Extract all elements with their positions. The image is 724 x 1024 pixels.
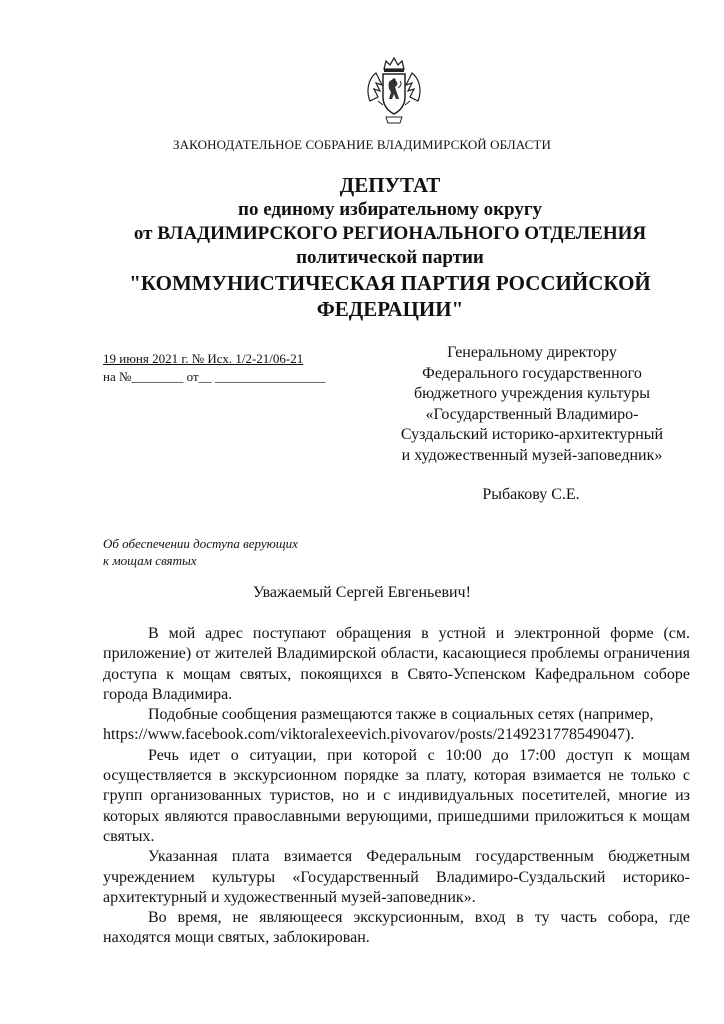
outgoing-number: 19 июня 2021 г. № Исх. 1/2-21/06-21 <box>103 351 304 366</box>
addressee-line: Федерального государственного <box>422 364 642 382</box>
body-paragraph: В мой адрес поступают обращения в устной и электронной форме (см. приложение) от жителей Владимирской области, касающиеся проблемы ограничения доступа к мощам святых, покоящихся в Свято-Успенском Кафедральном соборе города Владимира. <box>103 625 690 703</box>
subject-line: к мощам святых <box>103 553 197 568</box>
registration-block <box>103 350 353 386</box>
addressee-line: бюджетного учреждения культуры <box>413 385 651 402</box>
letter-body <box>103 624 690 949</box>
title-line: политической партии <box>296 247 484 268</box>
body-paragraph: Речь идет о ситуации, при которой с 10:00 до 17:00 доступ к мощам осуществляется в экскурсионном порядке за плату, которая взимается не только с групп организованных туристов, но и с индивидуальных посетителей, многие из которых являются православными верующими, пришедшими приложиться к мощам святых. <box>103 746 690 845</box>
letter-subject <box>103 535 363 569</box>
addressee-line: «Государственный Владимиро- <box>425 405 639 423</box>
organization-name: ЗАКОНОДАТЕЛЬНОЕ СОБРАНИЕ ВЛАДИМИРСКОЙ ОБЛАСТИ <box>173 137 551 152</box>
addressee-line: Генеральному директору <box>447 344 617 361</box>
body-paragraph: Указанная плата взимается Федеральным государственным бюджетным учреждением культуры «Государственный Владимиро-Суздальский историко-архитектурный и художественный музей-заповедник». <box>103 848 690 906</box>
title-line: ФЕДЕРАЦИИ" <box>316 297 464 321</box>
title-line: ДЕПУТАТ <box>339 173 441 197</box>
subject-line: Об обеспечении доступа верующих <box>103 536 298 551</box>
addressee-line: и художественный музей-заповедник» <box>401 446 663 464</box>
title-line: от ВЛАДИМИРСКОГО РЕГИОНАЛЬНОГО ОТДЕЛЕНИЯ <box>133 223 647 244</box>
title-line: по единому избирательному округу <box>238 199 542 220</box>
addressee-line: Суздальский историко-архитектурный <box>400 426 664 443</box>
deputy-title <box>90 172 690 322</box>
incoming-reference: на №________ от__ _________________ <box>103 369 326 384</box>
addressee-block <box>372 343 692 466</box>
body-paragraph: Во время, не являющееся экскурсионным, вход в ту часть собора, где находятся мощи святых, заблокирован. <box>103 909 690 947</box>
addressee-name: Рыбакову С.Е. <box>482 486 580 503</box>
coat-of-arms-icon <box>364 55 424 127</box>
greeting: Уважаемый Сергей Евгеньевич! <box>253 584 471 601</box>
body-paragraph: Подобные сообщения размещаются также в социальных сетях (например, https://www.facebook.com/viktoralexeevich.pivovarov/posts/2149231778549047). <box>103 706 654 744</box>
title-line: "КОММУНИСТИЧЕСКАЯ ПАРТИЯ РОССИЙСКОЙ <box>129 271 651 295</box>
